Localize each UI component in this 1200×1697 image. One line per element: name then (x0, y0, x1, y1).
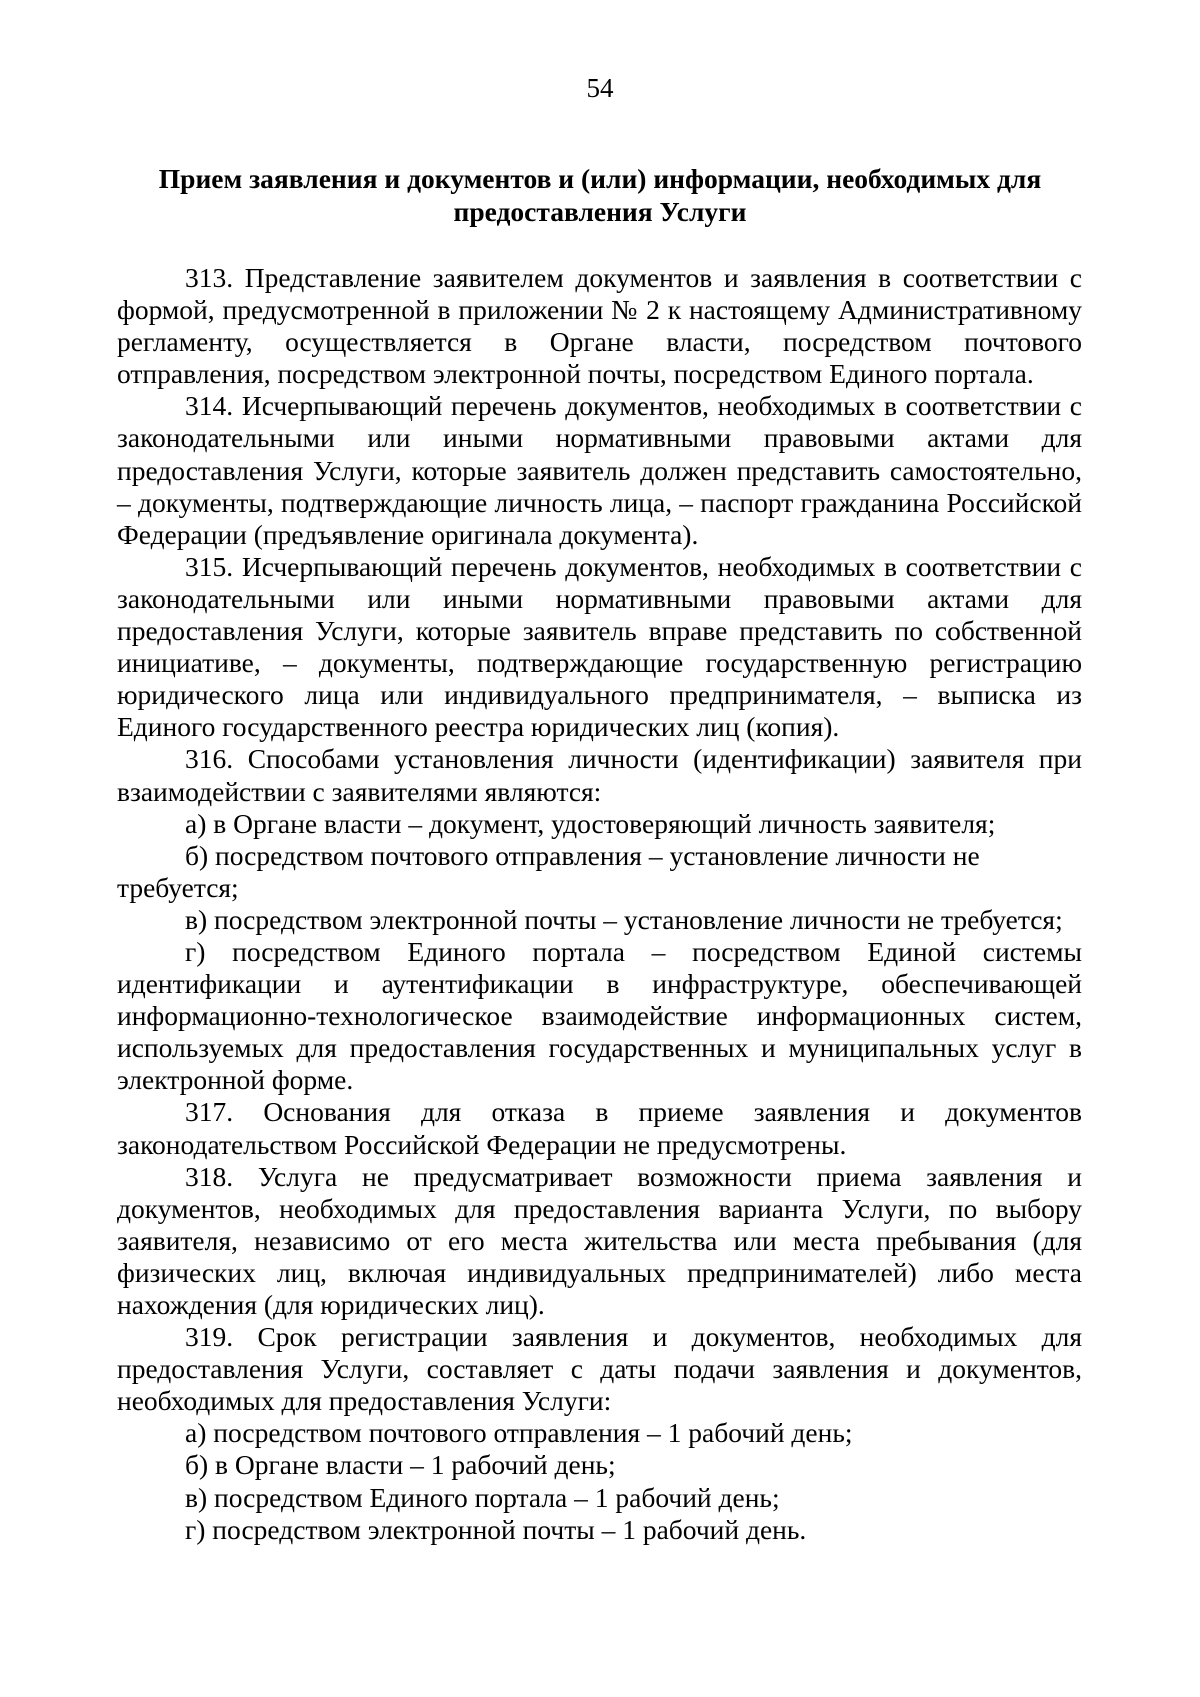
section-heading: Прием заявления и документов и (или) информации, необходимых для предоставления Услуги (158, 163, 1042, 227)
paragraph-314: 314. Исчерпывающий перечень документов, необходимых в соответствии с законодательными или иными нормативными правовыми актами для предоставления Услуги, которые заявитель должен представить самостоятельно, – документы, подтверждающие личность лица, – паспорт гражданина Российской Федерации (предъявление оригинала документа). (117, 390, 1082, 550)
paragraph-317: 317. Основания для отказа в приеме заявления и документов законодательством Российской Федерации не предусмотрены. (117, 1096, 1082, 1160)
list-item-term-g: г) посредством электронной почты – 1 рабочий день. (185, 1513, 807, 1545)
paragraph-318: 318. Услуга не предусматривает возможности приема заявления и документов, необходимых для предоставления варианта Услуги, по выбору заявителя, независимо от его места жительства или места пребывания (для физических лиц, включая индивидуальных предпринимателей) либо места нахождения (для юридических лиц). (117, 1160, 1082, 1320)
list-item-identification-b: б) посредством почтового отправления – установление личности не требуется; (117, 839, 980, 903)
paragraph-316: 316. Способами установления личности (идентификации) заявителя при взаимодействии с заявителями являются: (117, 743, 1082, 807)
list-item-identification-g: г) посредством Единого портала – посредством Единой системы идентификации и аутентификации в инфраструктуре, обеспечивающей информационно-технологическое взаимодействие информационных систем, используемых для предоставления государственных и муниципальных услуг в электронной форме. (117, 935, 1082, 1096)
list-item-term-v: в) посредством Единого портала – 1 рабочий день; (185, 1481, 780, 1513)
paragraph-313: 313. Представление заявителем документов и заявления в соответствии с формой, предусмотренной в приложении № 2 к настоящему Административному регламенту, осуществляется в Органе власти, посредством почтового отправления, посредством электронной почты, посредством Единого портала. (117, 262, 1082, 390)
list-item-term-b: б) в Органе власти – 1 рабочий день; (185, 1449, 616, 1481)
list-item-identification-a: а) в Органе власти – документ, удостоверяющий личность заявителя; (185, 807, 996, 839)
list-item-term-a: а) посредством почтового отправления – 1 рабочий день; (185, 1417, 853, 1449)
paragraph-315: 315. Исчерпывающий перечень документов, необходимых в соответствии с законодательными или иными нормативными правовыми актами для предоставления Услуги, которые заявитель вправе представить по собственной инициативе, – документы, подтверждающие государственную регистрацию юридического лица или индивидуального предпринимателя, – выписка из Единого государственного реестра юридических лиц (копия). (117, 550, 1082, 743)
page-number: 54 (586, 73, 614, 103)
paragraph-319: 319. Срок регистрации заявления и документов, необходимых для предоставления Услуги, составляет с даты подачи заявления и документов, необходимых для предоставления Услуги: (117, 1321, 1082, 1417)
document-body (117, 262, 1082, 1546)
list-item-identification-v: в) посредством электронной почты – установление личности не требуется; (185, 903, 1063, 935)
